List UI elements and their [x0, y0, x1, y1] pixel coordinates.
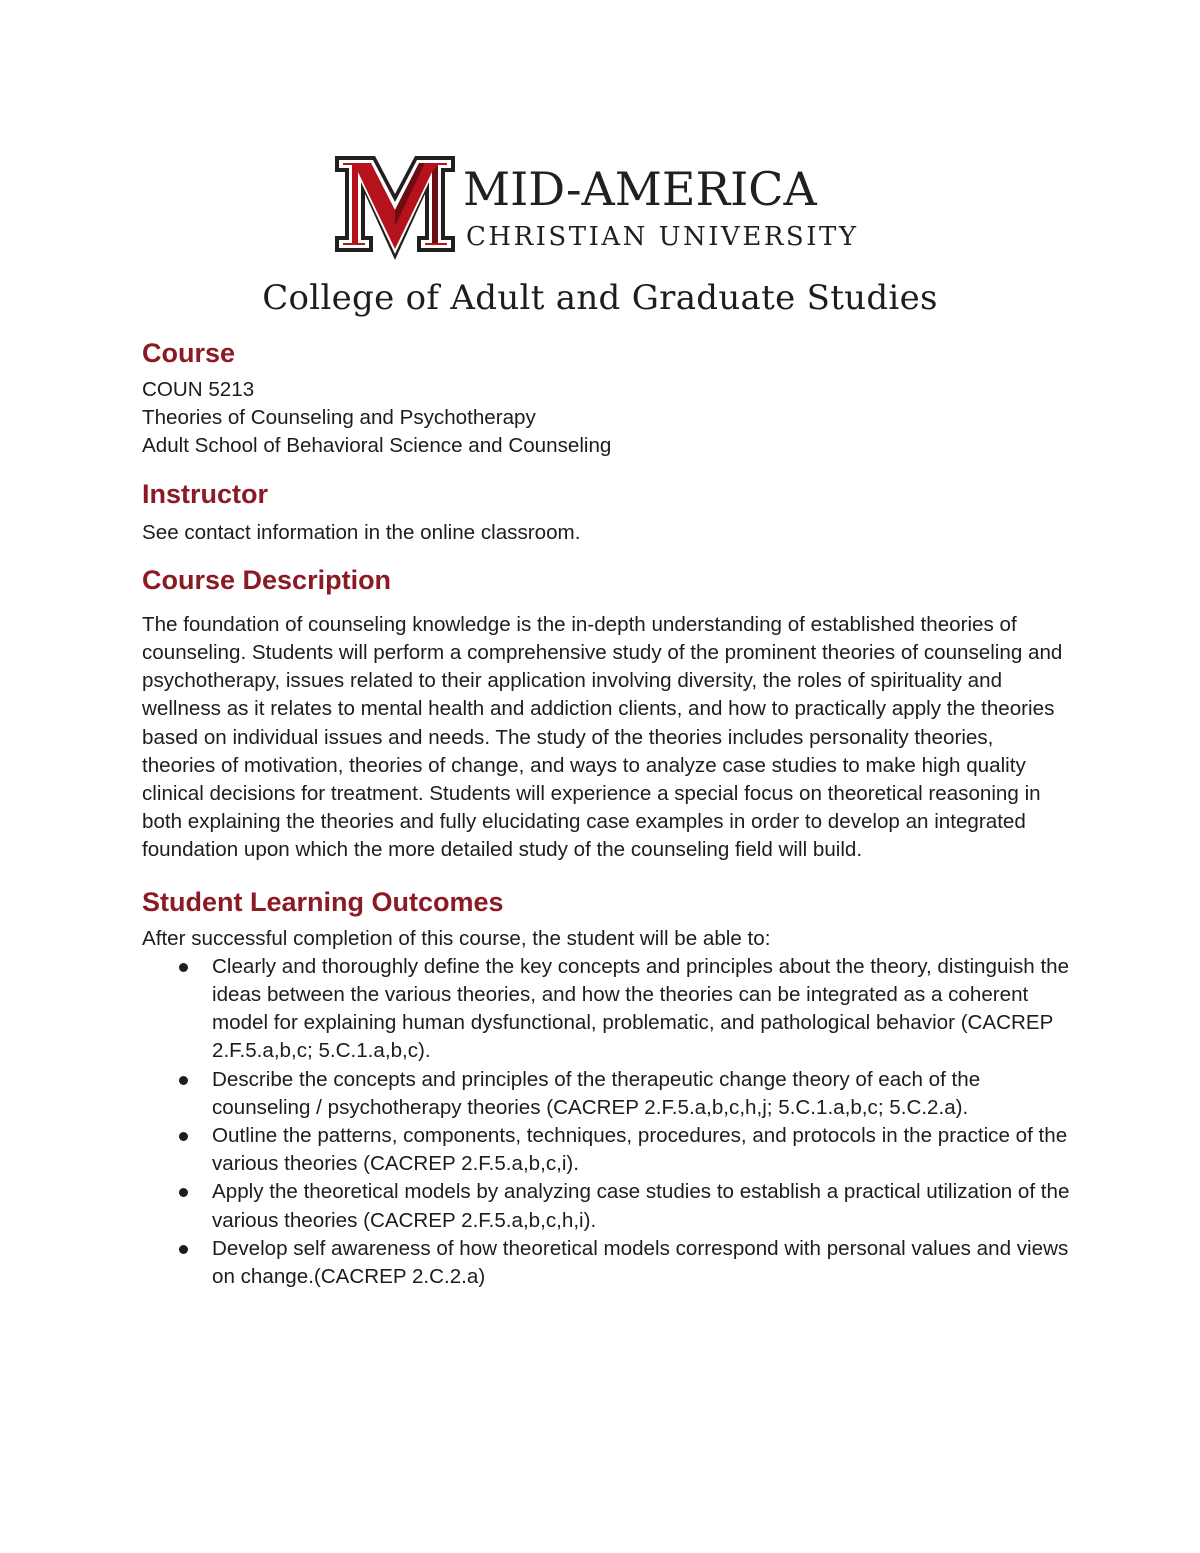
- university-logo-graphic: [333, 150, 873, 262]
- description-section: [142, 561, 1072, 865]
- outcome-text: Clearly and thoroughly define the key concepts and principles about the theory, distinguish the ideas between the various theories, and how the theories can be integrated as a coherent model for explaining human dysfunctional, problematic, and pathological behavior (CACREP 2.F.5.a,b,c; 5.C.1.a,b,c).: [212, 954, 1070, 1063]
- college-title: College of Adult and Graduate Studies: [262, 278, 938, 318]
- outcomes-section: [142, 883, 1072, 1292]
- course-code: COUN 5213: [142, 378, 255, 401]
- outcome-text: Apply the theoretical models by analyzing case studies to establish a practical utilization of the various theories (CACREP 2.F.5.a,b,c,h,i).: [212, 1180, 1070, 1232]
- bullet-icon: [179, 963, 188, 972]
- logo-wordmark-line1: MID-AMERICA: [463, 162, 817, 216]
- course-school: Adult School of Behavioral Science and Counseling: [142, 434, 612, 458]
- outcomes-list: [142, 953, 1072, 1291]
- bullet-icon: [179, 1188, 188, 1197]
- bullet-icon: [179, 1245, 188, 1254]
- bullet-icon: [179, 1132, 188, 1141]
- list-item: [142, 1178, 1072, 1234]
- course-heading: Course: [142, 338, 236, 368]
- instructor-heading: Instructor: [142, 478, 269, 509]
- outcomes-intro: After successful completion of this course, the student will be able to:: [142, 926, 771, 950]
- outcomes-heading: Student Learning Outcomes: [142, 886, 504, 917]
- course-info: [142, 376, 1072, 461]
- syllabus-content: [142, 334, 1072, 1291]
- course-section: [142, 334, 1072, 461]
- course-name: Theories of Counseling and Psychotherapy: [142, 406, 536, 430]
- outcome-text: Develop self awareness of how theoretical models correspond with personal values and views on change.(CACREP 2.C.2.a): [212, 1236, 1069, 1289]
- list-item: [142, 1122, 1072, 1178]
- logo-wordmark-line2: CHRISTIAN UNIVERSITY: [466, 222, 859, 252]
- list-item: [142, 1066, 1072, 1122]
- list-item: [142, 1235, 1072, 1291]
- bullet-icon: [179, 1076, 188, 1085]
- university-logo: [333, 150, 873, 262]
- description-heading: Course Description: [142, 564, 392, 595]
- instructor-section: [142, 475, 1072, 547]
- instructor-text: See contact information in the online classroom.: [142, 520, 581, 544]
- description-text: The foundation of counseling knowledge is the in-depth understanding of established theories of counseling. Students will perform a comprehensive study of the prominent theories of counseling and psychotherapy, issues related to their application involving diversity, the roles of spirituality and wellness as it relates to mental health and addiction clients, and how to practically apply the theories based on individual issues and needs. The study of the theories includes personality theories, theories of motivation, theories of change, and ways to analyze case studies to make high quality clinical decisions for treatment. Students will experience a special focus on theoretical reasoning in both explaining the theories and fully elucidating case examples in order to develop an integrated foundation upon which the more detailed study of the counseling field will build.: [142, 612, 1063, 862]
- outcome-text: Outline the patterns, components, techniques, procedures, and protocols in the practice of the various theories (CACREP 2.F.5.a,b,c,i).: [212, 1124, 1068, 1176]
- list-item: [142, 953, 1072, 1066]
- outcome-text: Describe the concepts and principles of the therapeutic change theory of each of the counseling / psychotherapy theories (CACREP 2.F.5.a,b,c,h,j; 5.C.1.a,b,c; 5.C.2.a).: [212, 1067, 981, 1119]
